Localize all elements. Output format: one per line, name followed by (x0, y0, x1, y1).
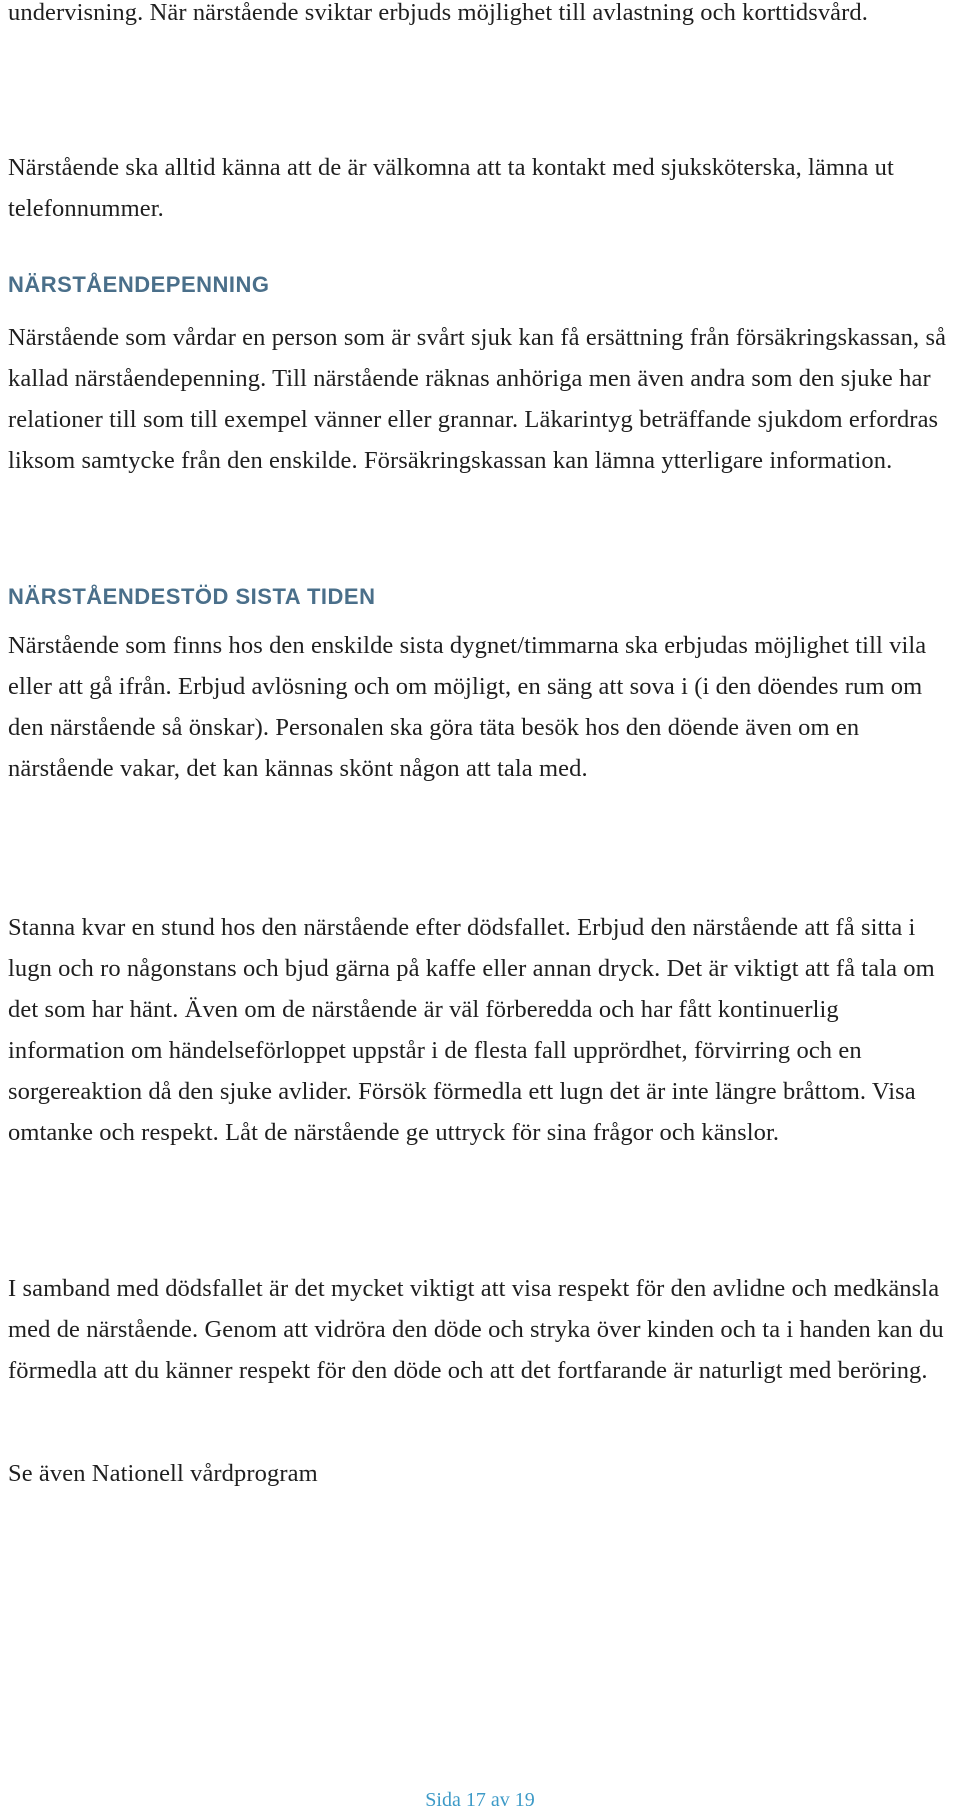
contact-paragraph: Närstående ska alltid känna att de är välkomna att ta kontakt med sjuksköterska, lämna ut telefonnummer. (8, 154, 894, 222)
section-heading-narstaendestod: NÄRSTÅENDESTÖD SISTA TIDEN (8, 584, 376, 609)
see-also-paragraph: Se även Nationell vårdprogram (8, 1460, 318, 1487)
page-number-footer: Sida 17 av 19 (425, 1789, 535, 1811)
narstaendestod-paragraph: Närstående som finns hos den enskilde sista dygnet/timmarna ska erbjudas möjlighet till vila eller att gå ifrån. Erbjud avlösning och om möjligt, en säng att sova i (i den döendes rum om den närstående så önskar). Personalen ska göra täta besök hos den döende även om en närstående vakar, det kan kännas skönt någon att tala med. (8, 632, 927, 782)
stanna-kvar-paragraph: Stanna kvar en stund hos den närstående efter dödsfallet. Erbjud den närstående att få sitta i lugn och ro någonstans och bjud gärna på kaffe eller annan dryck. Det är viktigt att få tala om det som har hänt. Även om de närstående är väl förberedda och har fått kontinuerlig information om händelseförloppet uppstår i de flesta fall upprördhet, förvirring och en sorgereaktion då den sjuke avlider. Försök förmedla ett lugn det är inte längre bråttom. Visa omtanke och respekt. Låt de närstående ge uttryck för sina frågor och känslor. (8, 914, 935, 1146)
intro-paragraph: undervisning. När närstående sviktar erbjuds möjlighet till avlastning och korttidsvård. (8, 0, 868, 26)
narstaendepenning-paragraph: Närstående som vårdar en person som är svårt sjuk kan få ersättning från försäkringskassan, så kallad närståendepenning. Till närstående räknas anhöriga men även andra som den sjuke har relationer till som till exempel vänner eller grannar. Läkarintyg beträffande sjukdom erfordras liksom samtycke från den enskilde. Försäkringskassan kan lämna ytterligare information. (8, 324, 947, 474)
section-heading-narstaendepenning: NÄRSTÅENDEPENNING (8, 272, 270, 297)
samband-paragraph: I samband med dödsfallet är det mycket viktigt att visa respekt för den avlidne och medkänsla med de närstående. Genom att vidröra den döde och stryka över kinden och ta i handen kan du förmedla att du känner respekt för den döde och att det fortfarande är naturligt med beröring. (8, 1275, 944, 1384)
